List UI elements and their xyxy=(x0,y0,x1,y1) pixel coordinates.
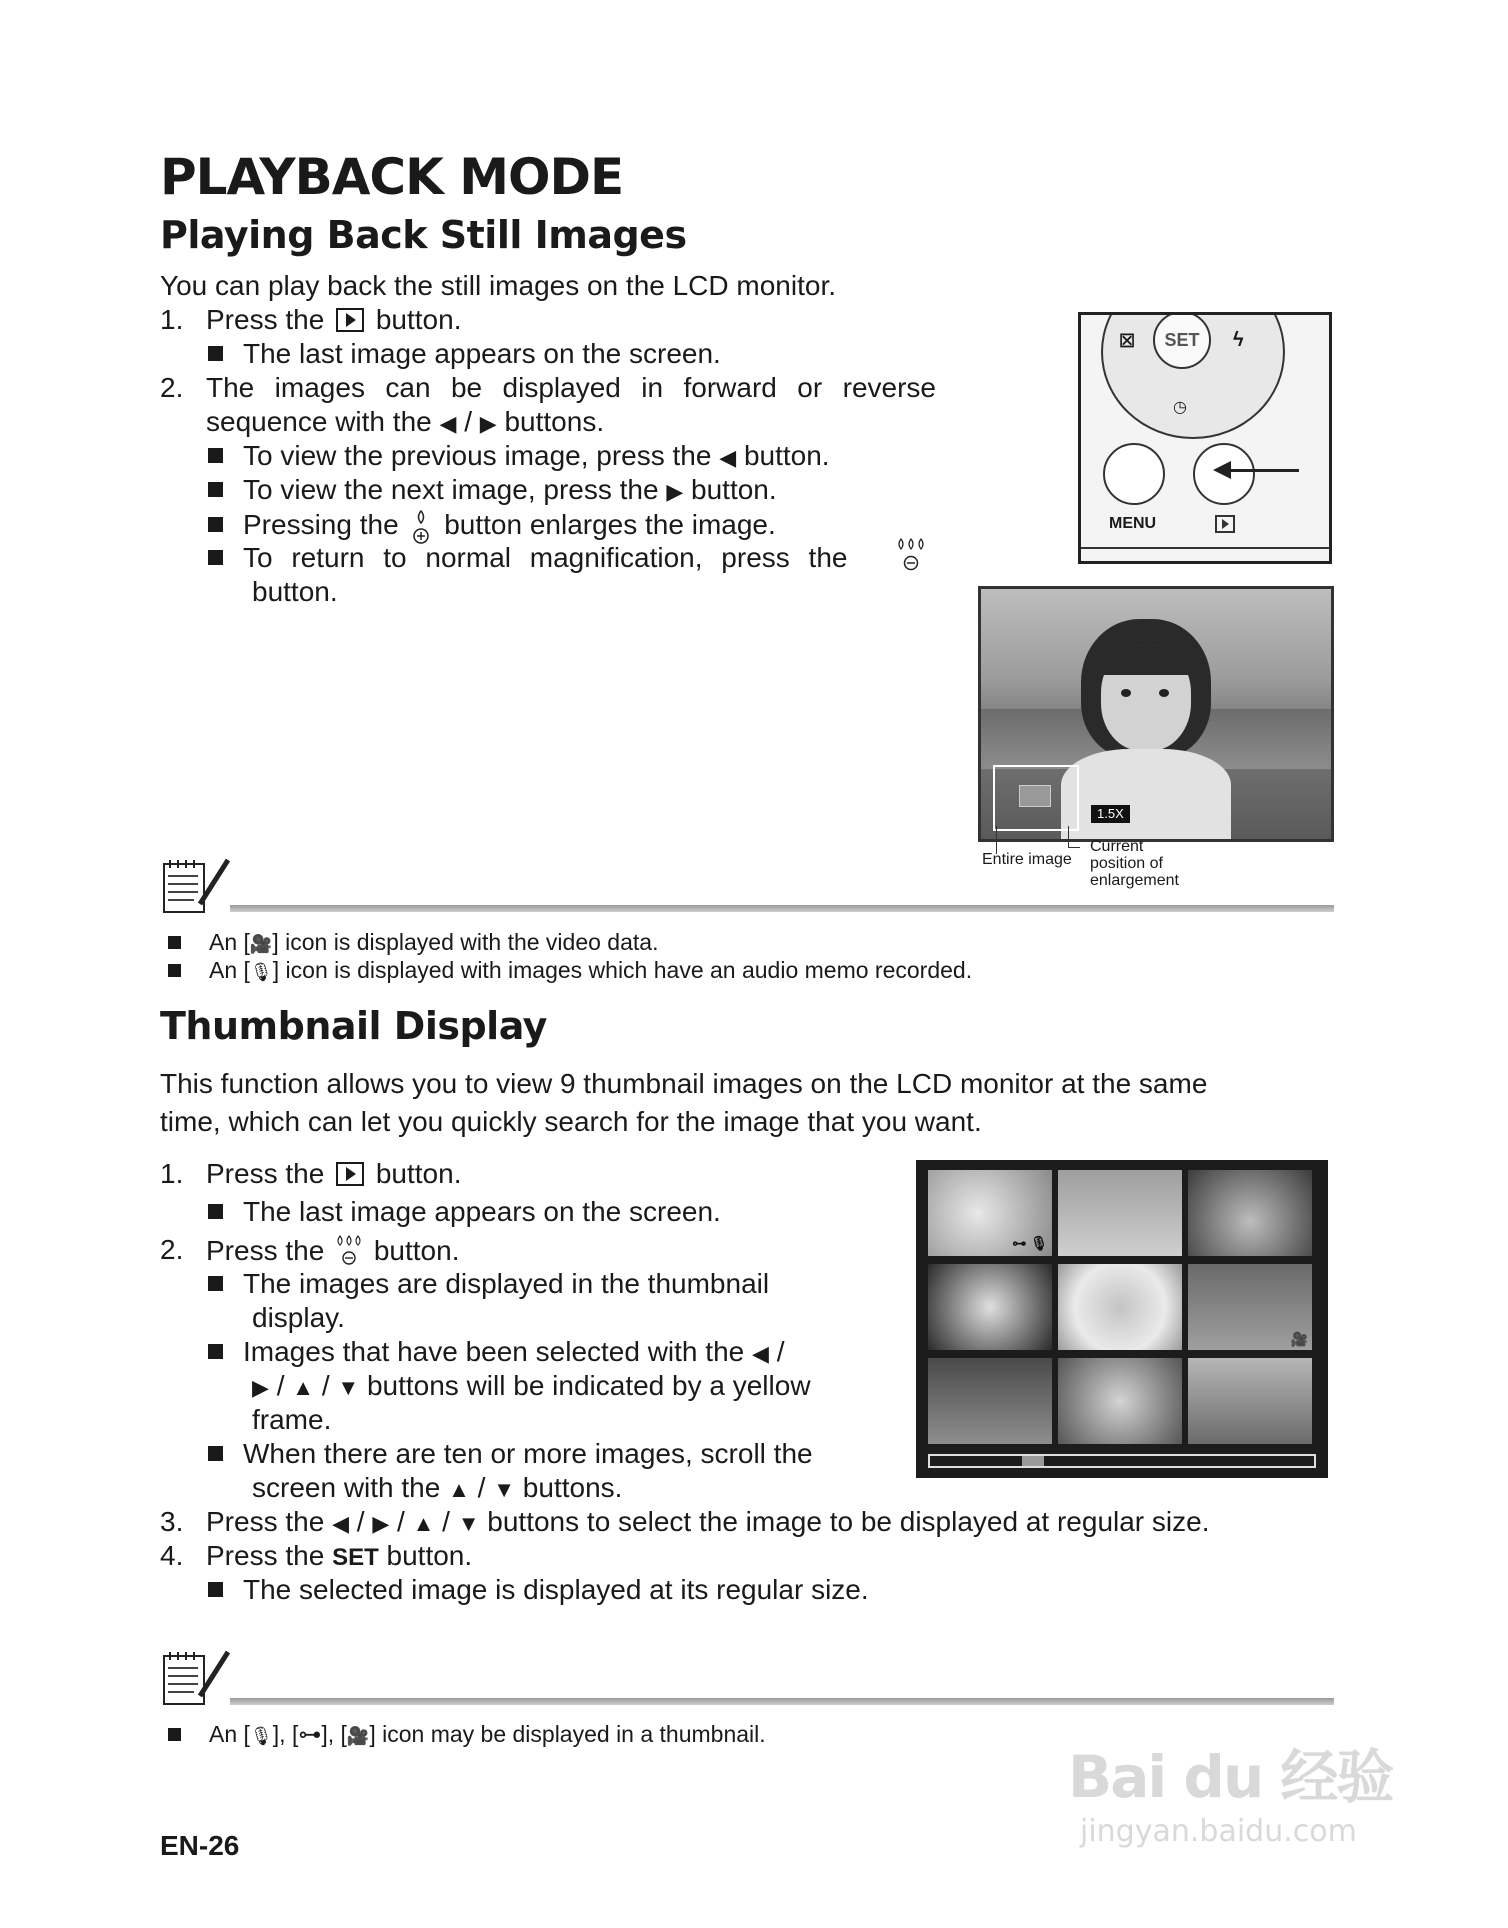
bullet-icon xyxy=(208,482,223,497)
thumbnail-lily xyxy=(928,1264,1052,1350)
callout-line xyxy=(1068,826,1069,848)
note-1-line-1: An [🎥] icon is displayed with the video data. xyxy=(168,928,658,958)
camera-body-edge xyxy=(1081,547,1329,563)
intro-text: You can play back the still images on the LCD monitor. xyxy=(160,270,837,301)
set-button: SET xyxy=(1153,312,1211,369)
down-arrow-icon: ▼ xyxy=(337,1375,360,1400)
menu-label: MENU xyxy=(1109,515,1157,532)
pointer-arrow-shaft xyxy=(1229,469,1299,472)
microphone-icon: 🎙 xyxy=(249,962,273,982)
current-position-label: Current position of enlargement xyxy=(1090,838,1179,889)
thumb-step-3: Press the ◀ / ▶ / ▲ / ▼ buttons to select the image to be displayed at regular size. xyxy=(206,1506,1210,1537)
exposure-icon: ☒ xyxy=(1119,331,1136,351)
thumb-step-4: Press the SET button. xyxy=(206,1540,473,1571)
movie-camera-icon: 🎥 xyxy=(346,1726,370,1746)
down-arrow-icon: ▼ xyxy=(493,1477,516,1502)
pointer-arrow-icon xyxy=(1213,461,1231,479)
note-divider xyxy=(230,905,1334,912)
playback-button-icon xyxy=(336,1162,364,1186)
page-title: PLAYBACK MODE xyxy=(160,148,624,206)
note-1-line-2: An [🎙] icon is displayed with images which have an audio memo recorded. xyxy=(168,956,972,986)
bullet-icon xyxy=(208,448,223,463)
thumbnail-intro-1: This function allows you to view 9 thumbnail images on the LCD monitor at the same xyxy=(160,1068,1208,1099)
left-arrow-icon: ◀ xyxy=(439,411,457,436)
thumbnail-child-portrait xyxy=(1188,1264,1312,1350)
entire-image-label: Entire image xyxy=(982,851,1072,868)
bullet-icon xyxy=(208,517,223,532)
protect-key-icon: ⊶ 🎙 xyxy=(1012,1235,1048,1251)
thumb-step-1: Press the button. xyxy=(206,1158,462,1189)
thumbnail-child-swing xyxy=(1188,1358,1312,1444)
protect-key-icon: ⊶ xyxy=(298,1721,322,1747)
enlargement-position-box xyxy=(1019,785,1051,807)
thumb-step-2: Press the button. xyxy=(206,1234,459,1270)
eye-left xyxy=(1121,689,1131,697)
thumbnail-child-street xyxy=(1058,1170,1182,1256)
section-heading-thumbnail: Thumbnail Display xyxy=(160,1004,547,1048)
note-pad-icon xyxy=(160,1646,236,1708)
left-arrow-icon: ◀ xyxy=(719,445,737,470)
bullet-icon xyxy=(208,1344,223,1359)
left-arrow-icon: ◀ xyxy=(332,1511,349,1536)
thumbnail-intro-2: time, which can let you quickly search for the image that you want. xyxy=(160,1106,982,1137)
step-number: 1. xyxy=(160,304,184,335)
bullet-icon xyxy=(208,550,223,565)
thumb-bullet-3: When there are ten or more images, scroll the xyxy=(208,1438,813,1470)
thumb-bullet-1-cont: display. xyxy=(252,1302,345,1333)
step-2-line-2: sequence with the ◀ / ▶ buttons. xyxy=(206,406,605,437)
step-number: 2. xyxy=(160,1234,184,1265)
thumbnail-grid-illustration xyxy=(916,1160,1328,1478)
bullet-icon xyxy=(208,1204,223,1219)
bullet-icon xyxy=(168,1728,181,1741)
step-2-line-1: The images can be displayed in forward or reverse xyxy=(206,372,936,403)
up-arrow-icon: ▲ xyxy=(448,1477,470,1502)
down-arrow-icon: ▼ xyxy=(457,1511,480,1536)
bullet-icon xyxy=(208,1276,223,1291)
note-pad-icon xyxy=(160,854,236,916)
scrollbar-track xyxy=(928,1454,1316,1468)
bullet-zoom-out: To return to normal magnification, press the xyxy=(208,542,898,574)
thumb-bullet-2: Images that have been selected with the ◀ / xyxy=(208,1336,784,1368)
up-arrow-icon: ▲ xyxy=(412,1511,435,1536)
step-number: 4. xyxy=(160,1540,184,1571)
right-arrow-icon: ▶ xyxy=(666,479,684,504)
microphone-icon: 🎙 xyxy=(249,1726,273,1746)
set-button-label: SET xyxy=(332,1544,379,1571)
up-arrow-icon: ▲ xyxy=(292,1375,315,1400)
step-number: 3. xyxy=(160,1506,184,1537)
menu-button xyxy=(1103,443,1165,505)
note-divider xyxy=(230,1698,1334,1705)
camera-controls-illustration xyxy=(1078,312,1332,564)
thumb-bullet-1: The images are displayed in the thumbnail xyxy=(208,1268,769,1300)
right-arrow-icon: ▶ xyxy=(372,1511,390,1536)
step-number: 1. xyxy=(160,1158,184,1189)
thumb-bullet-2-end: frame. xyxy=(252,1404,332,1435)
movie-camera-icon: 🎥 xyxy=(1290,1331,1308,1347)
step-1-bullet: The last image appears on the screen. xyxy=(208,338,721,370)
enlarged-photo-illustration xyxy=(978,586,1334,842)
note-2-line-1: An [🎙], [⊶], [🎥] icon may be displayed in a thumbnail. xyxy=(168,1720,766,1750)
playback-label-icon xyxy=(1215,515,1235,533)
thumb-step-4-bullet: The selected image is displayed at its regular size. xyxy=(208,1574,869,1606)
thumbnail-child-dark xyxy=(928,1358,1052,1444)
right-arrow-icon: ▶ xyxy=(252,1375,269,1400)
thumbnail-cat xyxy=(928,1170,1052,1256)
thumbnail-food xyxy=(1058,1264,1182,1350)
zoom-out-icon xyxy=(894,536,928,576)
page-number: EN-26 xyxy=(160,1830,240,1861)
bullet-icon xyxy=(168,964,181,977)
zoom-level-badge: 1.5X xyxy=(1091,805,1130,823)
right-arrow-icon: ▶ xyxy=(479,411,497,436)
self-timer-icon: ◷ xyxy=(1173,399,1187,416)
bullet-icon xyxy=(168,936,181,949)
bullet-zoom-in: Pressing the button enlarges the image. xyxy=(208,508,776,548)
left-arrow-icon: ◀ xyxy=(752,1341,769,1366)
bullet-icon xyxy=(208,346,223,361)
shirt-shape xyxy=(1061,749,1231,839)
bullet-previous: To view the previous image, press the ◀ button. xyxy=(208,440,830,472)
step-1: Press the button. xyxy=(206,304,462,335)
thumb-bullet-3-cont: screen with the ▲ / ▼ buttons. xyxy=(252,1472,623,1503)
zoom-out-icon xyxy=(332,1234,366,1270)
bullet-zoom-out-cont: button. xyxy=(252,576,338,607)
thumbnail-orchids xyxy=(1058,1358,1182,1444)
section-heading-playback: Playing Back Still Images xyxy=(160,213,687,257)
movie-camera-icon: 🎥 xyxy=(249,934,273,954)
baidu-watermark: Bai du 经验 jingyan.baidu.com xyxy=(1068,1743,1393,1849)
flash-icon: ϟ xyxy=(1233,329,1244,351)
eye-right xyxy=(1159,689,1169,697)
bullet-icon xyxy=(208,1582,223,1597)
thumbnail-flowers xyxy=(1188,1170,1312,1256)
step-number: 2. xyxy=(160,372,184,403)
playback-button-icon xyxy=(336,308,364,332)
thumb-step-1-bullet: The last image appears on the screen. xyxy=(208,1196,721,1228)
bangs-shape xyxy=(1101,645,1191,675)
bullet-icon xyxy=(208,1446,223,1461)
bullet-next: To view the next image, press the ▶ button. xyxy=(208,474,777,506)
scrollbar-thumb xyxy=(1022,1456,1044,1466)
thumb-bullet-2-cont: ▶ / ▲ / ▼ buttons will be indicated by a yellow xyxy=(252,1370,811,1401)
